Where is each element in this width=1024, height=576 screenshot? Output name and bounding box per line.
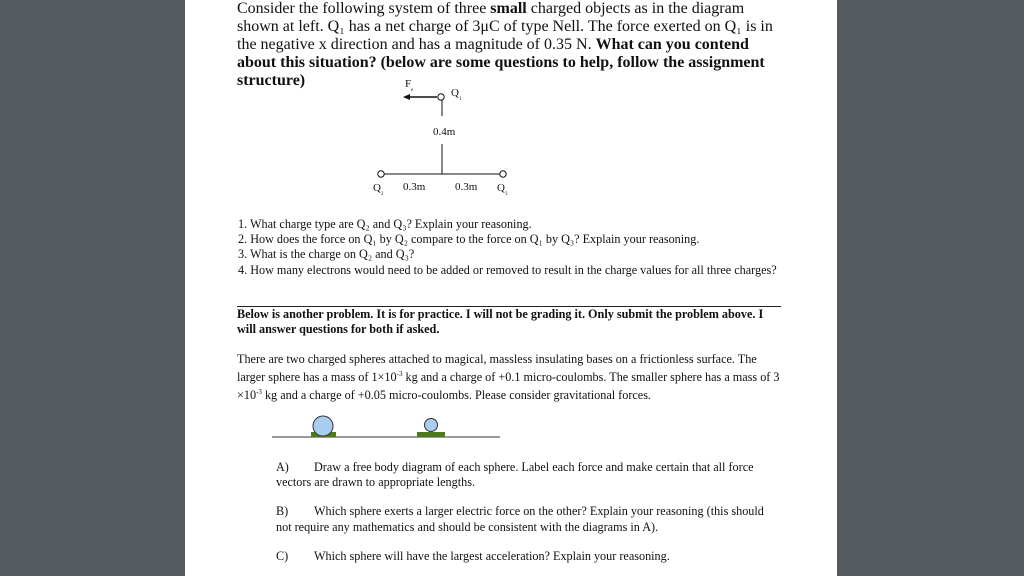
question-list bbox=[238, 217, 783, 278]
force-label: F bbox=[405, 78, 412, 90]
q2-charge bbox=[378, 171, 384, 177]
q1-subscript: 1 bbox=[459, 97, 462, 102]
part-c-label: C) bbox=[276, 548, 289, 563]
q2-label: Q bbox=[373, 182, 381, 194]
part-b-label: B) bbox=[276, 504, 289, 519]
q3-charge bbox=[500, 171, 506, 177]
problem2-text-3: kg and a charge of +0.05 micro-coulombs. Please consider gravitational forces. bbox=[261, 388, 651, 403]
force-arrowhead bbox=[403, 94, 410, 100]
problem2-text-2: kg and a charge of +0.1 micro-coulombs. The smaller sphere has a mass of 3 ×10 bbox=[237, 370, 780, 403]
part-a-text: Draw a free body diagram of each sphere. Label each force and make certain that all force vectors are drawn to appropriate lengths. bbox=[276, 460, 754, 490]
right-distance-label: 0.3m bbox=[455, 181, 478, 193]
force-subscript: e bbox=[411, 88, 414, 93]
q1-charge bbox=[438, 94, 444, 100]
question-3: 3. What is the charge on Q₂ and Q₃? bbox=[238, 247, 415, 262]
intro-bold-question: What can you contend about this situation? (below are some questions to help, follow the assignment structure) bbox=[237, 36, 765, 89]
small-sphere-base bbox=[417, 432, 445, 437]
small-sphere bbox=[425, 419, 438, 432]
document-page bbox=[185, 0, 837, 576]
spheres-diagram bbox=[185, 405, 837, 450]
question-4: 4. How many electrons would need to be added or removed to result in the charge values for all three charges? bbox=[238, 262, 777, 277]
part-b-text: Which sphere exerts a larger electric force on the other? Explain your reasoning (this should not require any mathematics and should be consistent with the diagrams in A). bbox=[276, 504, 764, 534]
charge-diagram bbox=[185, 0, 837, 210]
part-b bbox=[276, 504, 766, 534]
question-1: 1. What charge type are Q₂ and Q₃? Explain your reasoning. bbox=[238, 217, 532, 231]
part-a bbox=[276, 460, 766, 490]
problem2-paragraph bbox=[237, 352, 782, 404]
q3-label: Q bbox=[497, 182, 505, 194]
part-c-text: Which sphere will have the largest acceleration? Explain your reasoning. bbox=[314, 548, 670, 563]
practice-note: Below is another problem. It is for practice. I will not be grading it. Only submit the problem above. I will answer questions for both if asked. bbox=[237, 307, 764, 337]
problem2-exponent-2: -3 bbox=[256, 388, 262, 397]
intro-text: Consider the following system of three bbox=[237, 0, 491, 17]
part-a-label: A) bbox=[276, 460, 289, 474]
large-sphere bbox=[313, 416, 333, 436]
problem2-exponent-1: -3 bbox=[396, 370, 403, 379]
q3-subscript: 3 bbox=[505, 192, 508, 197]
part-c bbox=[276, 549, 766, 564]
intro-bold-small: small bbox=[490, 0, 527, 17]
left-distance-label: 0.3m bbox=[403, 181, 426, 193]
question-2: 2. How does the force on Q₁ by Q₂ compare to the force on Q₁ by Q₃? Explain your reasoning. bbox=[238, 232, 700, 247]
intro-text-2: charged objects as in the diagram shown at left. Q₁ has a net charge of 3μC of type Nell. The force exerted on Q₁ is in the negative x direction and has a magnitude of 0.35 N. bbox=[237, 0, 773, 53]
q1-label: Q bbox=[451, 87, 459, 99]
vertical-distance-label: 0.4m bbox=[433, 126, 456, 138]
problem2-text-1: There are two charged spheres attached to magical, massless insulating bases on a frictionless surface. The larger sphere has a mass of 1×10 bbox=[237, 352, 757, 385]
parts-list bbox=[276, 460, 766, 576]
q2-subscript: 2 bbox=[381, 192, 384, 197]
